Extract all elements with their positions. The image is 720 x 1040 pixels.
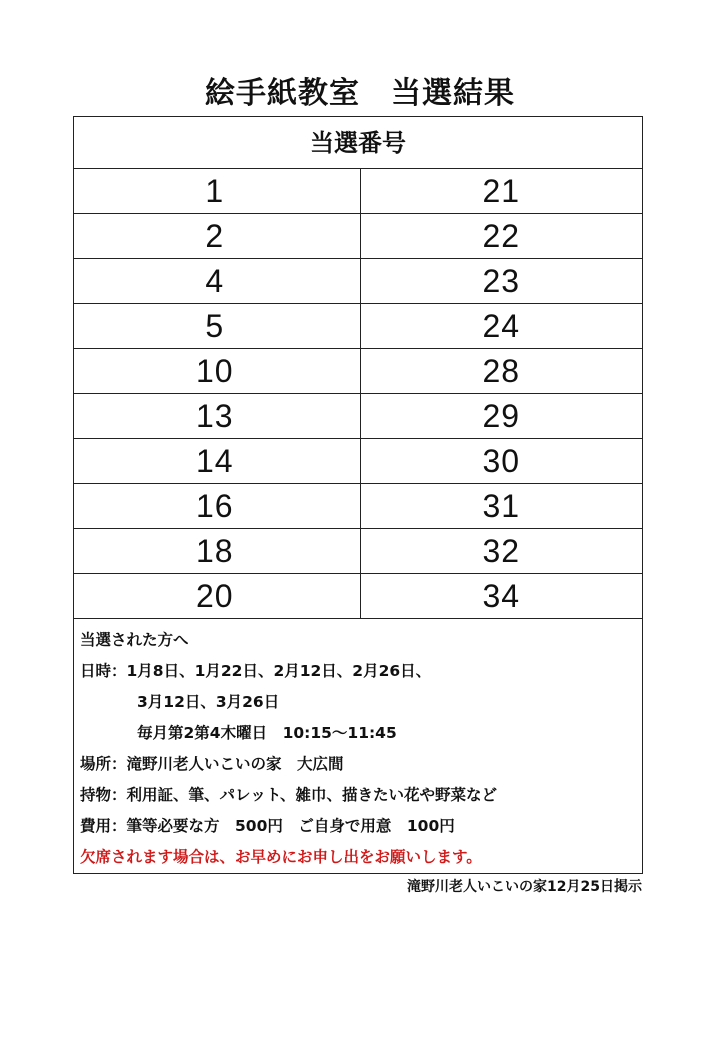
items-label: 持物： xyxy=(80,786,127,804)
table-row xyxy=(74,529,642,574)
number-cell-left: 13 xyxy=(74,394,361,438)
table-row xyxy=(74,259,642,304)
number-cell-left: 10 xyxy=(74,349,361,393)
number-cell-left: 14 xyxy=(74,439,361,483)
datetime-dates-2: 3月12日、3月26日 xyxy=(137,693,280,711)
number-cell-right: 22 xyxy=(482,218,521,254)
number-cell-right: 29 xyxy=(482,398,521,434)
number-cell-left: 5 xyxy=(74,304,361,348)
items-value: 利用証、筆、パレット、雑巾、描きたい花や野菜など xyxy=(126,786,497,804)
number-cell-left: 20 xyxy=(74,574,361,618)
table-row xyxy=(74,304,642,349)
datetime-schedule: 毎月第2第4木曜日 10:15～11:45 xyxy=(137,724,397,742)
number-cell-right: 21 xyxy=(482,173,521,209)
datetime-dates-1: 1月8日、1月22日、2月12日、2月26日、 xyxy=(126,662,432,680)
absence-notice: 欠席されます場合は、お早めにお申し出をお願いします。 xyxy=(80,848,482,866)
number-cell-left: 2 xyxy=(74,214,361,258)
items-line xyxy=(80,780,642,811)
number-cell-right: 24 xyxy=(482,308,521,344)
number-cell-right: 31 xyxy=(482,488,521,524)
fee-label: 費用： xyxy=(80,817,127,835)
winner-notes xyxy=(74,619,642,873)
fee-value: 筆等必要な方 500円 ご自身で用意 100円 xyxy=(126,817,455,835)
number-cell-left: 18 xyxy=(74,529,361,573)
table-row xyxy=(74,169,642,214)
number-cell-right: 32 xyxy=(482,533,521,569)
results-frame xyxy=(73,116,643,874)
winning-numbers-table xyxy=(74,169,642,619)
number-cell-right: 30 xyxy=(482,443,521,479)
table-header: 当選番号 xyxy=(74,117,642,169)
number-cell-right: 28 xyxy=(482,353,521,389)
fee-line xyxy=(80,811,642,842)
table-row xyxy=(74,349,642,394)
page-title: 絵手紙教室 当選結果 xyxy=(205,76,515,111)
number-cell-left: 1 xyxy=(74,169,361,213)
posting-footer: 滝野川老人いこいの家12月25日掲示 xyxy=(407,879,642,895)
number-cell-left: 4 xyxy=(74,259,361,303)
table-row xyxy=(74,214,642,259)
notes-intro: 当選された方へ xyxy=(80,631,189,649)
place-value: 滝野川老人いこいの家 大広間 xyxy=(126,755,344,773)
place-label: 場所： xyxy=(80,755,127,773)
number-cell-right: 34 xyxy=(482,578,521,614)
number-cell-right: 23 xyxy=(482,263,521,299)
table-row xyxy=(74,439,642,484)
number-cell-left: 16 xyxy=(74,484,361,528)
table-row xyxy=(74,484,642,529)
datetime-line xyxy=(80,656,642,687)
place-line xyxy=(80,749,642,780)
table-row xyxy=(74,394,642,439)
datetime-label: 日時： xyxy=(80,662,127,680)
table-row xyxy=(74,574,642,619)
